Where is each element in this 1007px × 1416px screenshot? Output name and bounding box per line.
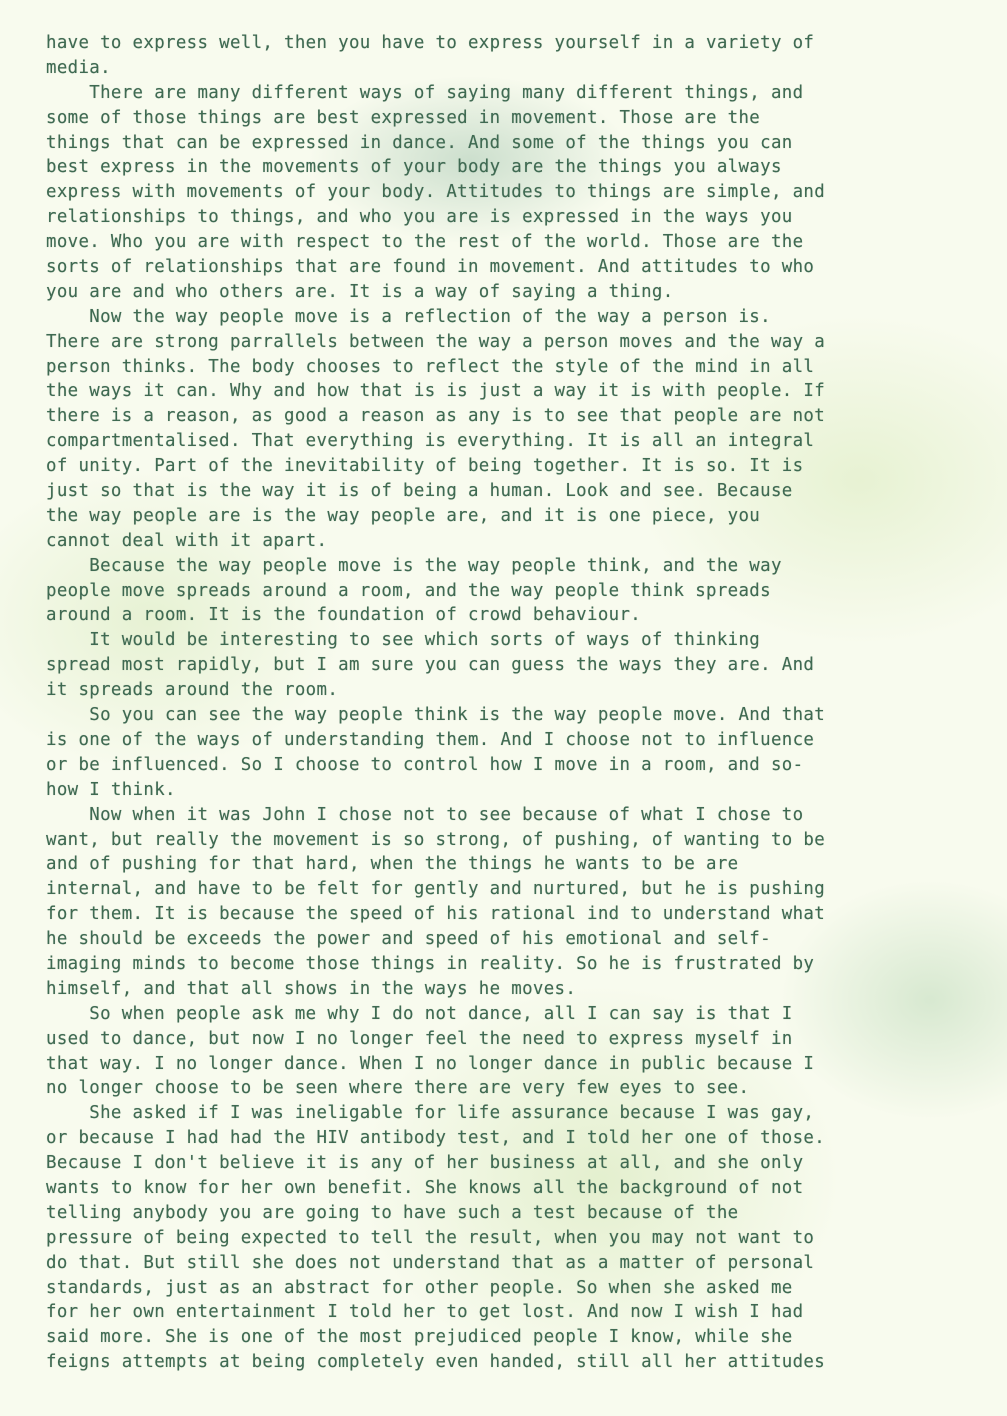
text-line: himself, and that all shows in the ways he moves. — [46, 978, 577, 999]
text-line: or because I had had the HIV antibody test, and I told her one of those. — [46, 1128, 826, 1149]
text-line: of unity. Part of the inevitability of being together. It is so. It is — [46, 456, 804, 477]
text-line: the way people are is the way people are, and it is one piece, you — [46, 505, 761, 526]
text-line: pressure of being expected to tell the result, when you may not want to — [46, 1227, 815, 1248]
text-line: There are strong parrallels between the way a person moves and the way a — [46, 331, 826, 352]
text-line: used to dance, but now I no longer feel the need to express myself in — [46, 1028, 793, 1049]
text-line: just so that is the way it is of being a human. Look and see. Because — [46, 481, 793, 502]
text-line: move. Who you are with respect to the rest of the world. Those are the — [46, 232, 804, 253]
text-line: have to express well, then you have to express yourself in a variety of — [46, 33, 815, 53]
text-line: There are many different ways of saying many different things, and — [46, 82, 804, 103]
text-line: people move spreads around a room, and the way people think spreads — [46, 580, 771, 601]
text-line: Now when it was John I chose not to see because of what I chose to — [46, 804, 804, 825]
text-line: She asked if I was ineligable for life assurance because I was gay, — [46, 1103, 815, 1124]
text-line: sorts of relationships that are found in movement. And attitudes to who — [46, 257, 815, 278]
text-line: best express in the movements of your body are the things you always — [46, 157, 782, 178]
text-line: want, but really the movement is so strong, of pushing, of wanting to be — [46, 829, 826, 850]
text-line: It would be interesting to see which sorts of ways of thinking — [46, 630, 761, 651]
text-line: internal, and have to be felt for gently and nurtured, but he is pushing — [46, 879, 826, 900]
text-line: you are and who others are. It is a way of saying a thing. — [46, 281, 674, 302]
text-line: said more. She is one of the most prejudiced people I know, while she — [46, 1327, 793, 1348]
text-line: that way. I no longer dance. When I no longer dance in public because I — [46, 1053, 815, 1074]
text-line: compartmentalised. That everything is everything. It is all an integral — [46, 431, 815, 452]
text-line: person thinks. The body chooses to reflect the style of the mind in all — [46, 356, 815, 377]
text-line: media. — [46, 57, 111, 78]
text-line: Now the way people move is a reflection of the way a person is. — [46, 306, 771, 327]
text-line: Because the way people move is the way people think, and the way — [46, 555, 782, 576]
text-line: some of those things are best expressed in movement. Those are the — [46, 107, 761, 128]
text-line: spread most rapidly, but I am sure you can guess the ways they are. And — [46, 655, 815, 676]
text-line: feigns attempts at being completely even handed, still all her attitudes — [46, 1352, 826, 1373]
text-line: So you can see the way people think is the way people move. And that — [46, 705, 826, 726]
text-line: cannot deal with it apart. — [46, 530, 328, 551]
text-line: standards, just as an abstract for other people. So when she asked me — [46, 1277, 793, 1298]
text-line: he should be exceeds the power and speed of his emotional and self- — [46, 929, 771, 950]
text-line: Because I don't believe it is any of her business at all, and she only — [46, 1153, 804, 1174]
text-line: relationships to things, and who you are is expressed in the ways you — [46, 207, 793, 228]
text-line: it spreads around the room. — [46, 680, 339, 701]
text-line: for her own entertainment I told her to get lost. And now I wish I had — [46, 1302, 804, 1323]
text-line: and of pushing for that hard, when the things he wants to be are — [46, 854, 739, 875]
text-line: telling anybody you are going to have such a test because of the — [46, 1202, 739, 1223]
text-line: express with movements of your body. Attitudes to things are simple, and — [46, 182, 826, 203]
text-line: around a room. It is the foundation of crowd behaviour. — [46, 605, 642, 626]
text-line: do that. But still she does not understand that as a matter of personal — [46, 1252, 815, 1273]
text-line: how I think. — [46, 779, 176, 800]
text-line: or be influenced. So I choose to control how I move in a room, and so- — [46, 754, 804, 775]
text-line: the ways it can. Why and how that is is just a way it is with people. If — [46, 381, 826, 402]
text-line: wants to know for her own benefit. She knows all the background of not — [46, 1177, 804, 1198]
text-line: no longer choose to be seen where there are very few eyes to see. — [46, 1078, 750, 1099]
text-line: there is a reason, as good a reason as any is to see that people are not — [46, 406, 826, 427]
text-line: is one of the ways of understanding them. And I choose not to influence — [46, 729, 815, 750]
typed-page-text — [46, 31, 958, 1375]
text-line: things that can be expressed in dance. And some of the things you can — [46, 132, 793, 153]
text-line: imaging minds to become those things in reality. So he is frustrated by — [46, 953, 815, 974]
text-line: for them. It is because the speed of his rational ind to understand what — [46, 904, 826, 925]
text-line: So when people ask me why I do not dance, all I can say is that I — [46, 1003, 793, 1024]
